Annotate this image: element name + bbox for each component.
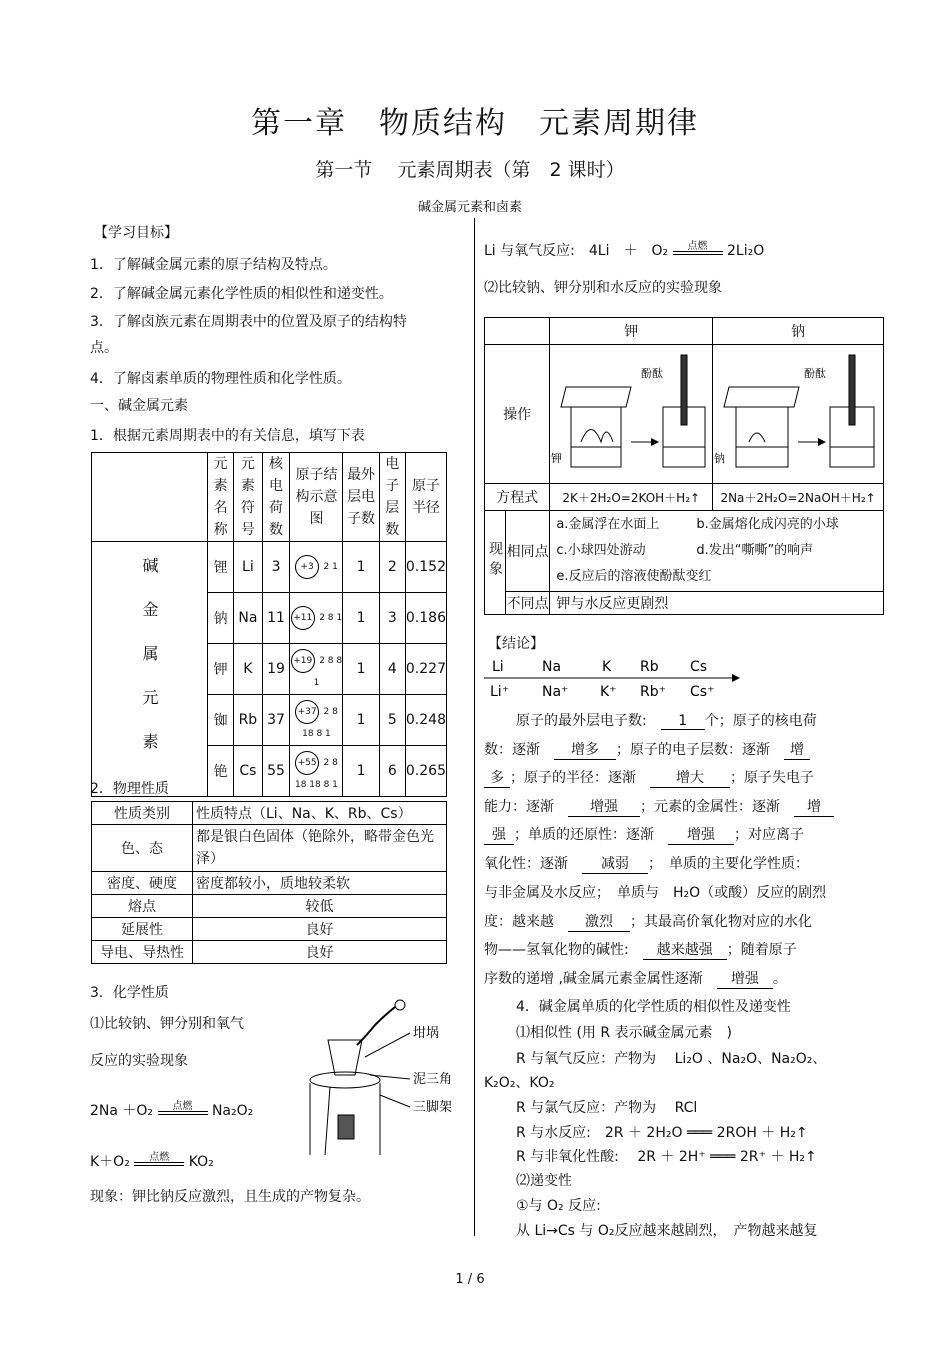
goal-item: 3．了解卤族元素在周期表中的位置及原子的结构特 [90, 314, 407, 330]
cell-structure: +11 2 8 1 [290, 593, 343, 644]
diff-label: 不同点 [506, 592, 550, 615]
th-name: 元素名称 [208, 453, 234, 542]
prop-value: 良好 [193, 941, 447, 964]
cell-outer: 1 [343, 542, 379, 593]
equation-na-o2: 2Na ＋O₂ 点燃 Na₂O₂ [90, 1101, 254, 1119]
conclusion-line: 原子的最外层电子数: 1 个；原子的核电荷 [516, 713, 817, 729]
atom-label: Rb [640, 659, 659, 675]
cell-layers: 3 [379, 593, 405, 644]
sodium-operation-figure [713, 345, 884, 484]
question-2: 2．物理性质 [90, 781, 169, 797]
cell-z: 37 [262, 695, 290, 746]
atom-label: Li [492, 659, 504, 675]
corner-cell [92, 453, 208, 542]
alkali-series-arrow [484, 654, 744, 702]
goal-item: 1．了解碱金属元素的原子结构及特点。 [90, 257, 337, 273]
conclusion-header: 【结论】 [488, 636, 544, 652]
beaker-k-drawing [551, 347, 711, 477]
reaction-o2-cont: K₂O₂、KO₂ [484, 1075, 555, 1091]
similarity-heading: ⑴相似性 (用 R 表示碱金属元素 ) [516, 1025, 733, 1041]
cell-structure: +37 2 8 18 8 1 [290, 695, 343, 746]
th-feature: 性质特点（Li、Na、K、Rb、Cs） [193, 802, 447, 825]
alkali-metal-table [91, 452, 447, 797]
cell-symbol: Cs [234, 746, 262, 797]
column-divider [474, 218, 475, 1236]
cell-radius: 0.227 [405, 644, 446, 695]
th-layers: 电子层数 [379, 453, 405, 542]
water-reaction-table [484, 317, 884, 615]
cell-symbol: Na [234, 593, 262, 644]
phenomenon-label: 现象 [485, 511, 506, 615]
cell-outer: 1 [343, 593, 379, 644]
prop-value: 较低 [193, 895, 447, 918]
equation-li-o2: Li 与氧气反应: 4Li ＋ O₂ 点燃 2Li₂O [484, 241, 765, 259]
ion-label: K⁺ [600, 684, 617, 700]
question-3a: ⑴比较钠、钾分别和氧气 [90, 1016, 244, 1032]
conclusion-line: 能力：逐渐 增强 ；元素的金属性：逐渐 增 [484, 796, 834, 817]
trend-heading: ⑵递变性 [516, 1173, 572, 1189]
cell-name: 铷 [208, 695, 234, 746]
equation-sodium: 2Na＋2H₂O=2NaOH＋H₂↑ [713, 484, 884, 511]
physical-properties-table [91, 801, 447, 964]
reaction-o2: R 与氧气反应：产物为 Li₂O 、Na₂O、Na₂O₂、 [516, 1051, 827, 1067]
reaction-acid: R 与非氧化性酸: 2R ＋ 2H⁺ ═══ 2R⁺ ＋ H₂↑ [516, 1149, 817, 1165]
question-3b: 反应的实验现象 [90, 1053, 188, 1069]
group-label: 碱金属元素 [92, 542, 208, 797]
cell-layers: 2 [379, 542, 405, 593]
section-heading: 一、碱金属元素 [90, 398, 188, 414]
cell-structure: +55 2 8 18 18 8 1 [290, 746, 343, 797]
th-z: 核电荷数 [262, 453, 290, 542]
ion-label: Rb⁺ [640, 684, 667, 700]
prop-name: 导电、导热性 [92, 941, 193, 964]
ion-label: Na⁺ [542, 684, 569, 700]
conclusion-line: 氧化性：逐渐 减弱 ； 单质的主要化学性质： [484, 853, 809, 874]
cell-structure: +3 2 1 [290, 542, 343, 593]
cell-radius: 0.186 [405, 593, 446, 644]
trend-o2-text: 从 Li→Cs 与 O₂反应越来越剧烈， 产物越来越复 [516, 1223, 818, 1239]
crucible-apparatus-figure [300, 995, 470, 1165]
conclusion-line: 度：越来越 激烈 ；其最高价氧化物对应的水化 [484, 911, 812, 932]
atom-label: Na [542, 659, 562, 675]
cell-name: 铯 [208, 746, 234, 797]
section-subtitle: 第一节 元素周期表（第 2 课时） [315, 159, 625, 181]
equation-potassium: 2K＋2H₂O=2KOH＋H₂↑ [550, 484, 713, 511]
th-symbol: 元素符号 [234, 453, 262, 542]
cell-z: 19 [262, 644, 290, 695]
conclusion-line: 与非金属及水反应； 单质与 H₂O（或酸）反应的剧烈 [484, 885, 827, 901]
phenomenon-text: 现象：钾比钠反应激烈，且生成的产物复杂。 [90, 1189, 370, 1205]
cell-radius: 0.152 [405, 542, 446, 593]
conclusion-line: 多 ；原子的半径：逐渐 增大 ；原子失电子 [484, 767, 814, 788]
th-radius: 原子半径 [405, 453, 446, 542]
conclusion-line: 强 ；单质的还原性：逐渐 增强 ；对应离子 [484, 824, 804, 845]
label-crucible: 坩埚 [413, 1026, 440, 1041]
same-points: a.金属浮在水面上 b.金属熔化成闪亮的小球 c.小球四处游动 d.发出“嘶嘶”的响声 e.反应后的溶液使酚酞变红 [550, 511, 884, 592]
page-number: 1 / 6 [455, 1272, 485, 1287]
corner-cell [485, 318, 550, 345]
label-metal: 钠 [714, 452, 726, 465]
label-clay-triangle: 泥三角 [413, 1072, 453, 1087]
question-3: 3．化学性质 [90, 985, 169, 1001]
conclusion-line: 物——氢氧化物的碱性: 越来越强 ；随着原子 [484, 939, 797, 960]
cell-outer: 1 [343, 644, 379, 695]
cell-radius: 0.248 [405, 695, 446, 746]
prop-name: 密度、硬度 [92, 872, 193, 895]
prop-name: 延展性 [92, 918, 193, 941]
operation-label: 操作 [485, 345, 550, 484]
potassium-operation-figure [550, 345, 713, 484]
page-title: 第一章 物质结构 元素周期律 [251, 106, 699, 141]
goals-header: 【学习目标】 [94, 225, 178, 241]
cell-z: 11 [262, 593, 290, 644]
th-outer: 最外层电子数 [343, 453, 379, 542]
reaction-h2o: R 与水反应: 2R ＋ 2H₂O ═══ 2ROH ＋ H₂↑ [516, 1125, 808, 1141]
atom-label: Cs [690, 659, 708, 675]
equation-label: 方程式 [485, 484, 550, 511]
prop-value: 密度都较小，质地较柔软 [193, 872, 447, 895]
cell-z: 55 [262, 746, 290, 797]
ion-label: Cs⁺ [690, 684, 715, 700]
cell-symbol: Rb [234, 695, 262, 746]
cell-name: 锂 [208, 542, 234, 593]
atom-label: K [602, 659, 612, 675]
question-3c: ⑵比较钠、钾分别和水反应的实验现象 [484, 280, 722, 296]
th-structure: 原子结构示意图 [290, 453, 343, 542]
th-category: 性质类别 [92, 802, 193, 825]
cell-name: 钾 [208, 644, 234, 695]
label-tripod: 三脚架 [413, 1100, 453, 1115]
conclusion-line: 序数的递增 ,碱金属元素金属性逐渐 增强 。 [484, 968, 787, 989]
label-indicator: 酚酞 [641, 367, 664, 380]
ion-label: Li⁺ [490, 684, 510, 700]
reaction-cl2: R 与氯气反应：产物为 RCl [516, 1100, 698, 1116]
question-1: 1．根据元素周期表中的有关信息，填写下表 [90, 428, 365, 444]
cell-symbol: K [234, 644, 262, 695]
cell-outer: 1 [343, 746, 379, 797]
goal-item: 4．了解卤素单质的物理性质和化学性质。 [90, 371, 351, 387]
cell-structure: +19 2 8 8 1 [290, 644, 343, 695]
trend-o2: ①与 O₂ 反应: [516, 1198, 601, 1214]
beaker-na-drawing [714, 347, 882, 477]
goal-item: 2．了解碱金属元素化学性质的相似性和递变性。 [90, 286, 393, 302]
conclusion-line: 数：逐渐 增多 ；原子的电子层数：逐渐 增 [484, 739, 810, 760]
label-metal: 钾 [551, 452, 563, 465]
topic-title: 碱金属元素和卤素 [417, 200, 522, 215]
cell-symbol: Li [234, 542, 262, 593]
same-label: 相同点 [506, 511, 550, 592]
goal-item: 点。 [90, 340, 118, 356]
prop-value: 都是银白色固体（铯除外，略带金色光泽） [193, 825, 447, 872]
cell-layers: 5 [379, 695, 405, 746]
th-potassium: 钾 [550, 318, 713, 345]
cell-outer: 1 [343, 695, 379, 746]
th-sodium: 钠 [713, 318, 884, 345]
cell-radius: 0.265 [405, 746, 446, 797]
label-indicator: 酚酞 [804, 367, 827, 380]
cell-z: 3 [262, 542, 290, 593]
prop-name: 熔点 [92, 895, 193, 918]
cell-name: 钠 [208, 593, 234, 644]
diff-point: 钾与水反应更剧烈 [550, 592, 884, 615]
equation-k-o2: K＋O₂ 点燃 KO₂ [90, 1152, 214, 1170]
cell-layers: 6 [379, 746, 405, 797]
prop-name: 色、态 [92, 825, 193, 872]
cell-layers: 4 [379, 644, 405, 695]
section-4-title: 4．碱金属单质的化学性质的相似性及递变性 [516, 999, 791, 1015]
prop-value: 良好 [193, 918, 447, 941]
